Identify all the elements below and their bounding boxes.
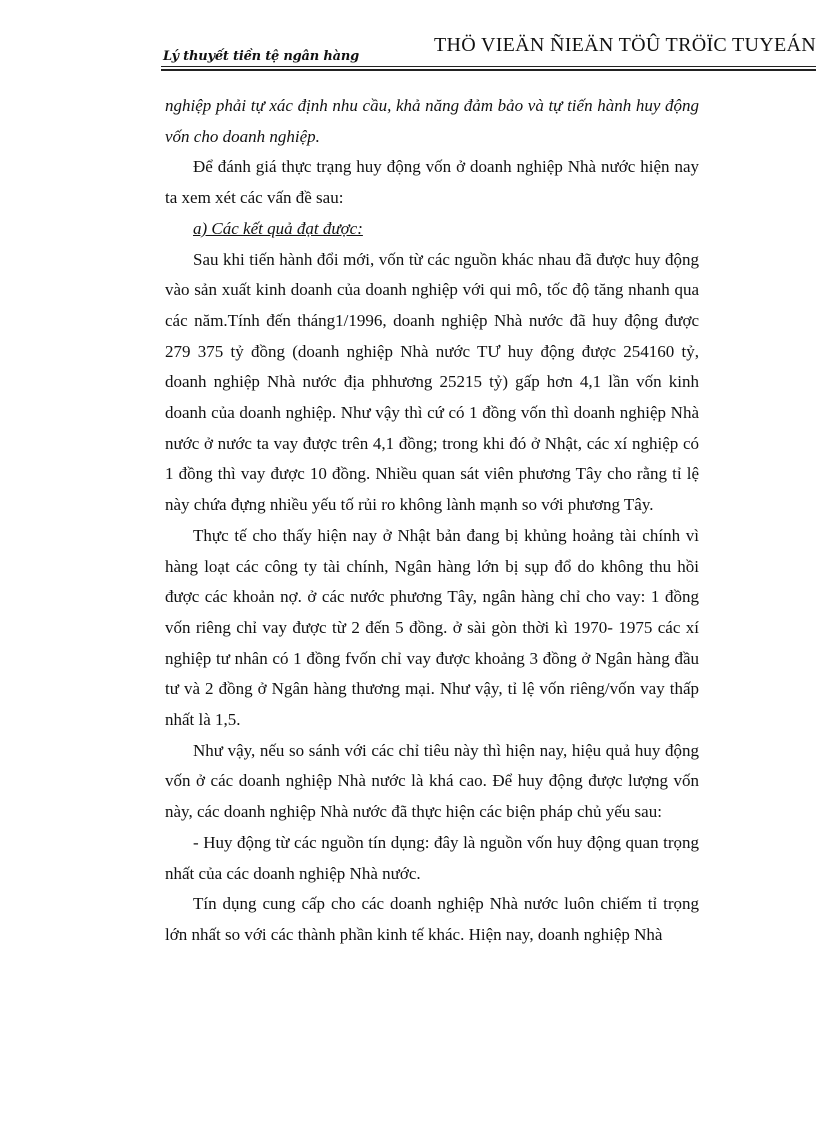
paragraph-intro: Để đánh giá thực trạng huy động vốn ở doanh nghiệp Nhà nước hiện nay ta xem xét các vấn đề sau: bbox=[165, 157, 699, 208]
section-heading: a) Các kết quả đạt được: bbox=[193, 218, 363, 238]
header-library-title: THÖ VIEÄN ÑIEÄN TÖÛ TRÖÏC TUYEÁN bbox=[434, 34, 816, 56]
paragraph-results: Sau khi tiến hành đổi mới, vốn từ các nguồn khác nhau đã được huy động vào sản xuất kinh doanh của doanh nghiệp với qui mô, tốc độ tăng nhanh qua các năm.Tính đến tháng1/1996, doanh nghiệp Nhà nước đã huy động được 279 375 tỷ đồng (doanh nghiệp Nhà nước TƯ huy động được 254160 tỷ, doanh nghiệp Nhà nước địa phhương 25215 tỷ) gấp hơn 4,1 lần vốn kinh doanh của doanh nghiệp. Như vậy thì cứ có 1 đồng vốn thì doanh nghiệp Nhà nước ở nước ta vay được trên 4,1 đồng; trong khi đó ở Nhật, các xí nghiệp có 1 đồng thì vay được 10 đồng. Nhiều quan sát viên phương Tây cho rằng tỉ lệ này chứa đựng nhiều yếu tố rủi ro không lành mạnh so với phương Tây. bbox=[165, 249, 699, 515]
header-divider-thick bbox=[161, 69, 816, 71]
paragraph-credit-source: - Huy động từ các nguồn tín dụng: đây là nguồn vốn huy động quan trọng nhất của các doanh nghiệp Nhà nước. bbox=[165, 832, 699, 883]
paragraph-reality: Thực tế cho thấy hiện nay ở Nhật bản đang bị khủng hoảng tài chính vì hàng loạt các công ty tài chính, Ngân hàng lớn bị sụp đổ do không thu hồi được các khoản nợ. ở các nước phương Tây, ngân hàng chỉ cho vay: 1 đồng vốn riêng chỉ vay được từ 2 đến 5 đồng. ở sài gòn thời kì 1970- 1975 các xí nghiệp tư nhân có 1 đồng fvốn chỉ vay được khoảng 3 đồng ở Ngân hàng đầu tư và 2 đồng ở Ngân hàng thương mại. Như vậy, tỉ lệ vốn riêng/vốn vay thấp nhất là 1,5. bbox=[165, 525, 699, 730]
header-divider bbox=[161, 66, 816, 67]
document-body bbox=[165, 91, 699, 951]
paragraph-comparison: Như vậy, nếu so sánh với các chỉ tiêu này thì hiện nay, hiệu quả huy động vốn ở các doanh nghiệp Nhà nước là khá cao. Để huy động được lượng vốn này, các doanh nghiệp Nhà nước đã thực hiện các biện pháp chủ yếu sau: bbox=[165, 740, 699, 822]
header-subject: Lý thuyết tiền tệ ngân hàng bbox=[163, 49, 359, 64]
paragraph-credit-share: Tín dụng cung cấp cho các doanh nghiệp Nhà nước luôn chiếm tỉ trọng lớn nhất so với các thành phần kinh tế khác. Hiện nay, doanh nghiệp Nhà bbox=[165, 894, 699, 944]
paragraph-continuation: nghiệp phải tự xác định nhu cầu, khả năng đảm bảo và tự tiến hành huy động vốn cho doanh nghiệp. bbox=[165, 96, 699, 146]
